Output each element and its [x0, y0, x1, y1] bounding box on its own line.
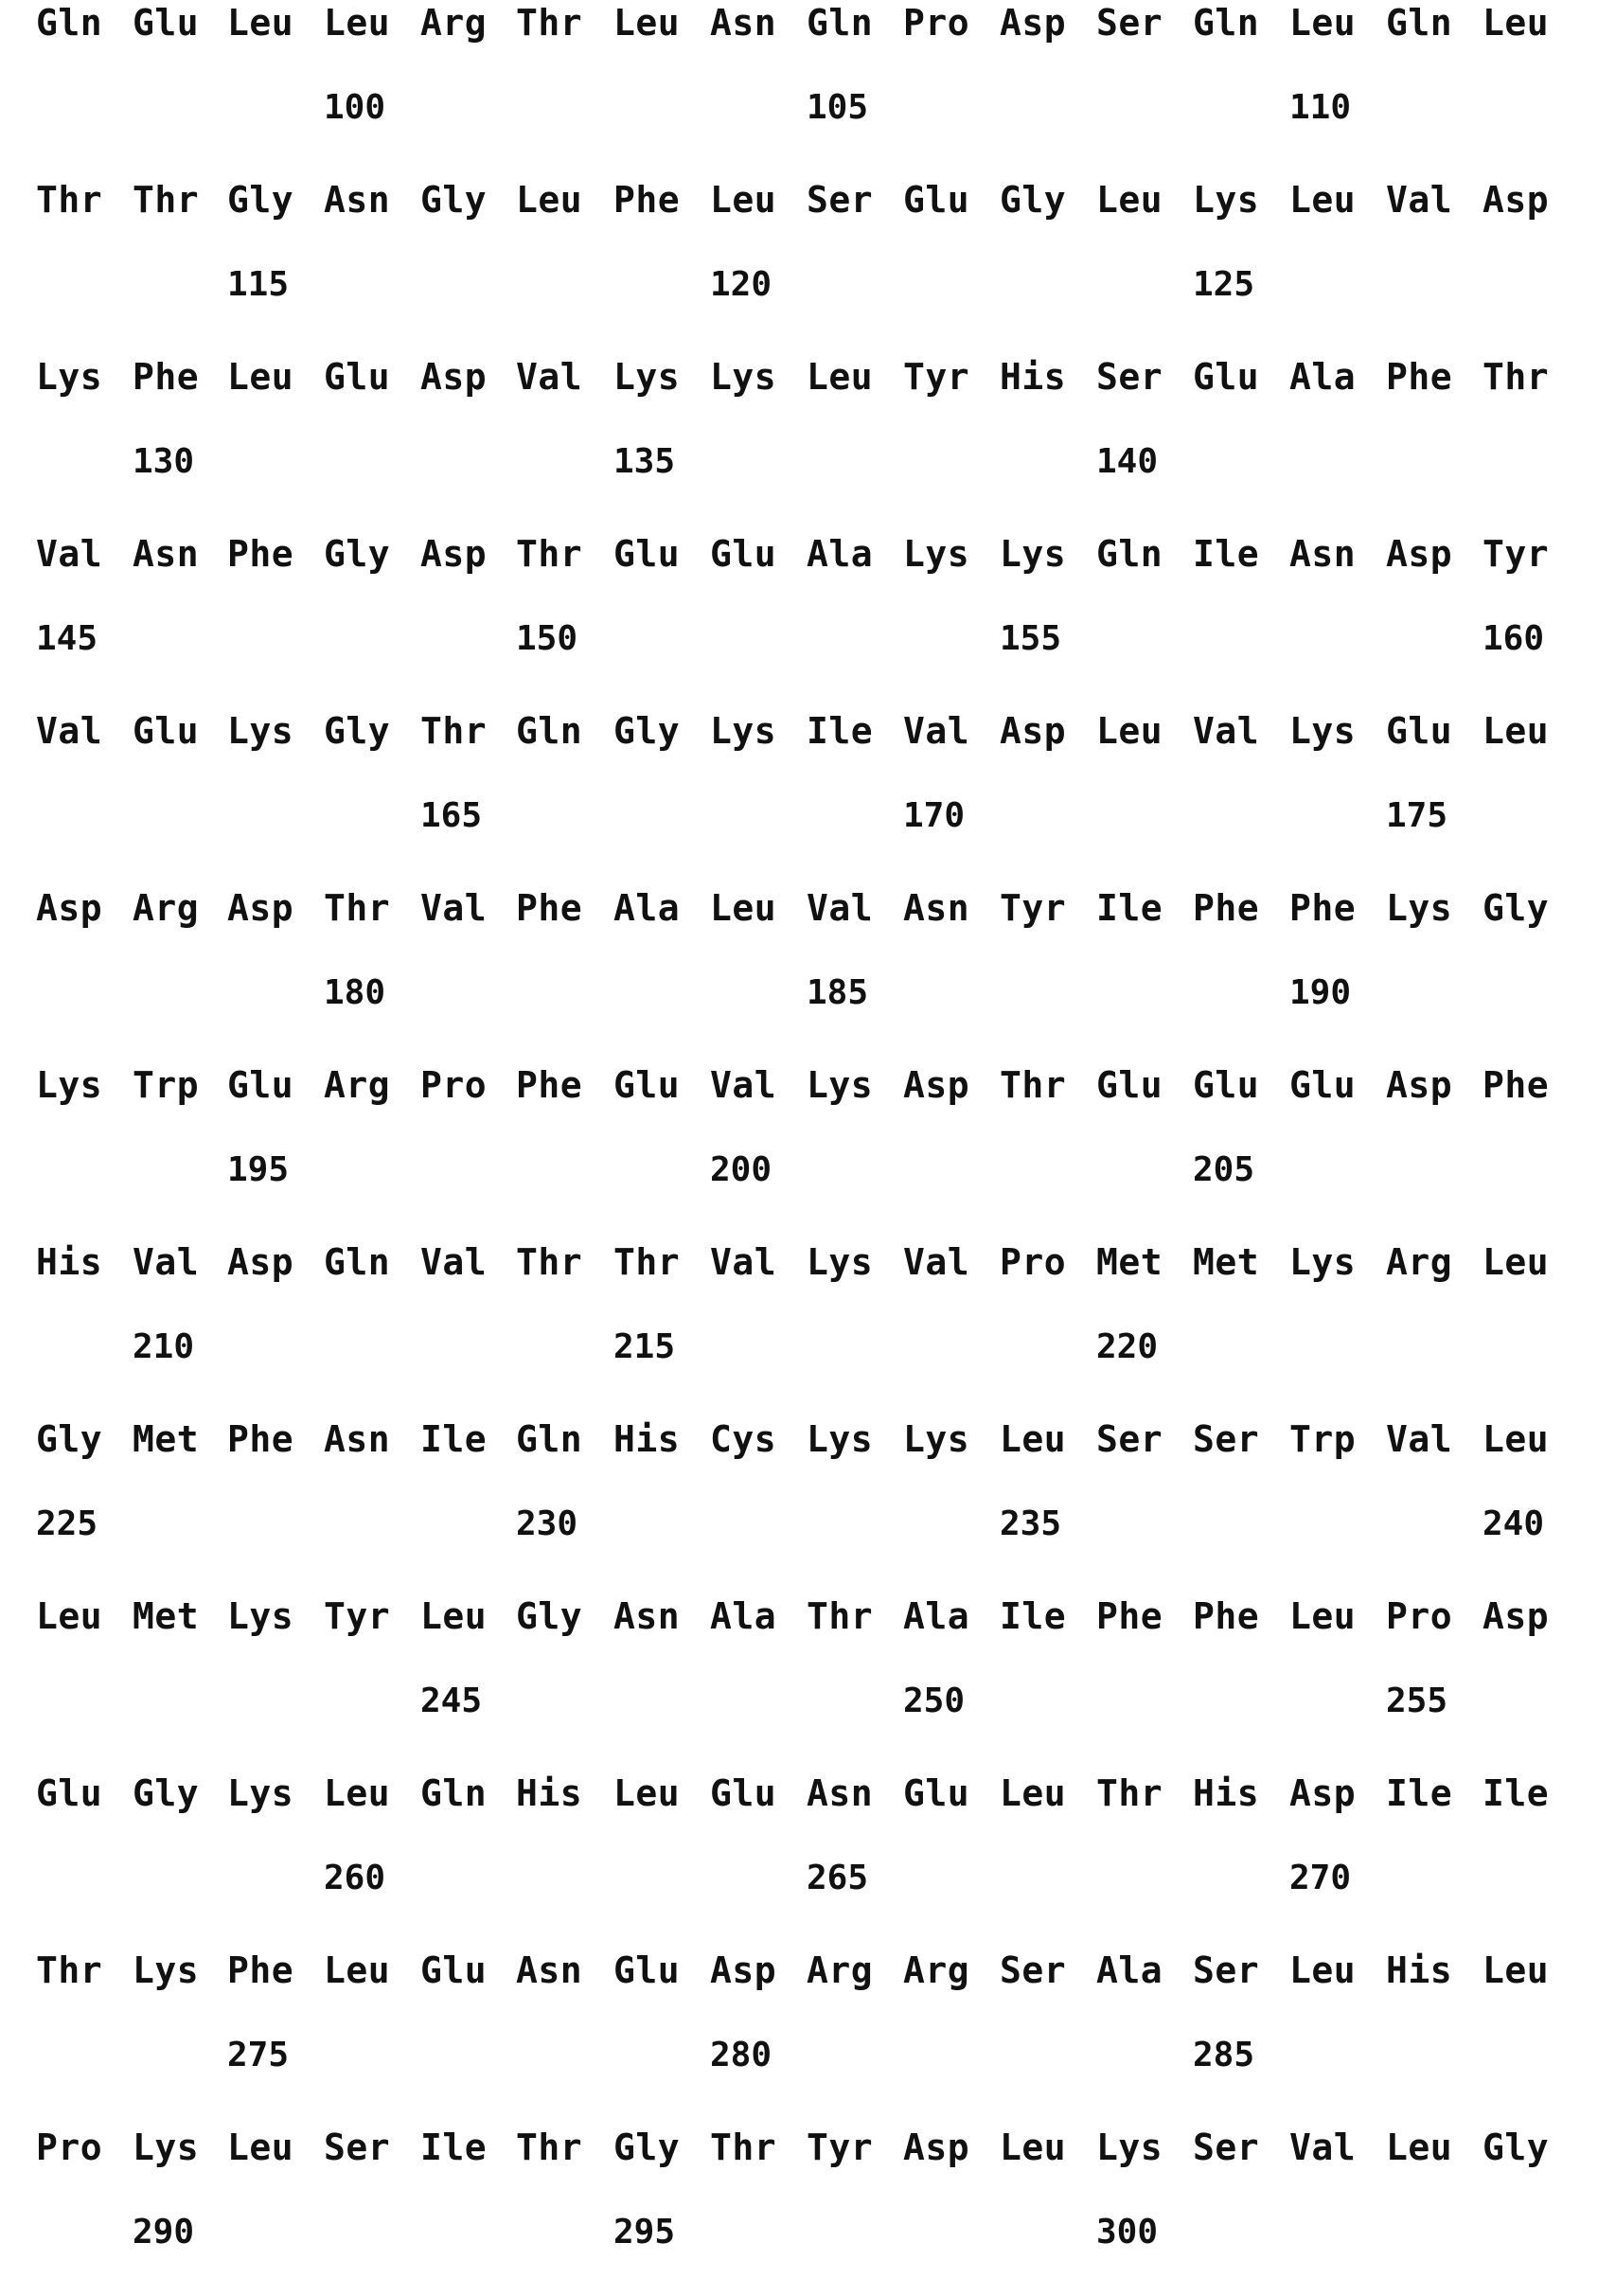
residue: Gly	[613, 710, 681, 752]
residue: Tyr	[807, 2127, 874, 2168]
residue: Asp	[420, 356, 488, 398]
residue: Leu	[324, 1949, 391, 1991]
residue: Tyr	[324, 1595, 391, 1637]
residue: Asp	[903, 1064, 970, 1106]
residue-number: 300	[1096, 2213, 1159, 2252]
residue: Glu	[324, 356, 391, 398]
residue: Lys	[36, 1064, 103, 1106]
residue-number: 240	[1483, 1504, 1545, 1543]
residue: Tyr	[903, 356, 970, 398]
residue: Glu	[1386, 710, 1453, 752]
residue: Ser	[1096, 1418, 1163, 1460]
residue-number: 110	[1289, 88, 1352, 127]
residue: Asn	[903, 887, 970, 929]
residue-number: 250	[903, 1682, 966, 1720]
residue: Val	[1386, 1418, 1453, 1460]
residue: Leu	[613, 2, 681, 44]
residue: Asn	[1289, 533, 1357, 575]
residue: Lys	[1386, 887, 1453, 929]
residue: Val	[710, 1064, 777, 1106]
residue: His	[1000, 356, 1067, 398]
residue: Leu	[324, 2, 391, 44]
residue: Phe	[613, 179, 681, 221]
residue-number: 190	[1289, 973, 1352, 1012]
residue: Met	[133, 1595, 200, 1637]
residue: Glu	[1096, 1064, 1163, 1106]
residue: Gly	[36, 1418, 103, 1460]
residue: Asn	[324, 1418, 391, 1460]
residue: Asp	[1483, 179, 1550, 221]
residue: Phe	[1193, 887, 1260, 929]
residue: Val	[36, 533, 103, 575]
residue: Thr	[1096, 1772, 1163, 1814]
residue: Glu	[710, 533, 777, 575]
residue-number: 230	[516, 1504, 578, 1543]
residue-number: 175	[1386, 796, 1448, 835]
residue: Lys	[1289, 1241, 1357, 1283]
residue: Leu	[1096, 179, 1163, 221]
residue: Lys	[807, 1241, 874, 1283]
residue: Gln	[420, 1772, 488, 1814]
residue: Lys	[1000, 533, 1067, 575]
residue: Thr	[613, 1241, 681, 1283]
residue: His	[1193, 1772, 1260, 1814]
residue-number: 140	[1096, 442, 1159, 481]
residue: Ala	[710, 1595, 777, 1637]
residue: Leu	[1483, 1418, 1550, 1460]
residue: Arg	[133, 887, 200, 929]
residue: Ile	[1000, 1595, 1067, 1637]
residue: Val	[420, 1241, 488, 1283]
residue: Gln	[1386, 2, 1453, 44]
residue: Lys	[710, 710, 777, 752]
residue: Thr	[36, 1949, 103, 1991]
residue: Ser	[1193, 1949, 1260, 1991]
residue: His	[1386, 1949, 1453, 1991]
residue: Leu	[807, 356, 874, 398]
residue: Gln	[324, 1241, 391, 1283]
residue: Val	[903, 710, 970, 752]
residue: Leu	[227, 2127, 294, 2168]
residue: Leu	[227, 356, 294, 398]
residue: Ile	[1096, 887, 1163, 929]
residue-number: 270	[1289, 1859, 1352, 1897]
residue: Ala	[807, 533, 874, 575]
residue: Leu	[1483, 2, 1550, 44]
residue: Leu	[1000, 2127, 1067, 2168]
residue: Met	[1096, 1241, 1163, 1283]
residue: Leu	[227, 2, 294, 44]
residue-number: 100	[324, 88, 386, 127]
residue-number: 275	[227, 2036, 290, 2074]
residue: Arg	[324, 1064, 391, 1106]
residue: Asp	[1000, 710, 1067, 752]
residue: Gln	[1193, 2, 1260, 44]
residue: Lys	[227, 1595, 294, 1637]
residue: Ala	[903, 1595, 970, 1637]
residue: Ala	[1096, 1949, 1163, 1991]
residue: Gln	[1096, 533, 1163, 575]
residue: Thr	[516, 2127, 583, 2168]
residue: Thr	[324, 887, 391, 929]
residue: Ile	[1386, 1772, 1453, 1814]
residue: Thr	[36, 179, 103, 221]
residue: Ser	[1096, 356, 1163, 398]
residue: Leu	[1289, 1949, 1357, 1991]
residue: Lys	[903, 533, 970, 575]
residue: Lys	[807, 1418, 874, 1460]
residue: Ile	[807, 710, 874, 752]
residue: Glu	[613, 533, 681, 575]
residue-number: 225	[36, 1504, 98, 1543]
residue: Ile	[420, 2127, 488, 2168]
residue: Glu	[1193, 1064, 1260, 1106]
residue: Arg	[903, 1949, 970, 1991]
residue: Gly	[420, 179, 488, 221]
residue: Val	[807, 887, 874, 929]
residue: Pro	[420, 1064, 488, 1106]
residue: Gly	[324, 710, 391, 752]
residue: Phe	[1483, 1064, 1550, 1106]
residue: Asn	[807, 1772, 874, 1814]
residue: Asn	[133, 533, 200, 575]
residue: Thr	[1000, 1064, 1067, 1106]
residue-number: 170	[903, 796, 966, 835]
residue-number: 255	[1386, 1682, 1448, 1720]
residue: Phe	[516, 1064, 583, 1106]
residue-number: 195	[227, 1150, 290, 1189]
residue: Asp	[1386, 533, 1453, 575]
residue: Gly	[613, 2127, 681, 2168]
residue: Ala	[613, 887, 681, 929]
residue: Lys	[613, 356, 681, 398]
residue-number: 205	[1193, 1150, 1255, 1189]
residue-number: 150	[516, 619, 578, 658]
residue: Asp	[36, 887, 103, 929]
residue: Lys	[1096, 2127, 1163, 2168]
residue-number: 235	[1000, 1504, 1062, 1543]
residue: Glu	[1193, 356, 1260, 398]
residue: Asp	[227, 887, 294, 929]
residue: Met	[1193, 1241, 1260, 1283]
residue: Glu	[1289, 1064, 1357, 1106]
residue: Thr	[807, 1595, 874, 1637]
residue-number: 200	[710, 1150, 772, 1189]
residue: Trp	[133, 1064, 200, 1106]
residue: Leu	[1483, 1241, 1550, 1283]
residue: Thr	[710, 2127, 777, 2168]
residue-number: 215	[613, 1327, 676, 1366]
residue: Gly	[324, 533, 391, 575]
residue: Leu	[1096, 710, 1163, 752]
residue: Gly	[516, 1595, 583, 1637]
residue: Phe	[227, 1418, 294, 1460]
residue: Val	[1289, 2127, 1357, 2168]
residue: Arg	[1386, 1241, 1453, 1283]
residue-number: 265	[807, 1859, 869, 1897]
residue: Glu	[420, 1949, 488, 1991]
residue: Leu	[516, 179, 583, 221]
residue: Asn	[710, 2, 777, 44]
residue: Leu	[1483, 710, 1550, 752]
residue: Phe	[1193, 1595, 1260, 1637]
residue: Pro	[36, 2127, 103, 2168]
residue: Thr	[516, 533, 583, 575]
residue: Ile	[420, 1418, 488, 1460]
residue-number: 160	[1483, 619, 1545, 658]
residue: Phe	[1289, 887, 1357, 929]
residue: Ile	[1483, 1772, 1550, 1814]
residue: Asp	[227, 1241, 294, 1283]
residue: Asp	[1289, 1772, 1357, 1814]
residue: Lys	[1289, 710, 1357, 752]
residue: Val	[420, 887, 488, 929]
residue: Val	[1386, 179, 1453, 221]
residue-number: 125	[1193, 265, 1255, 304]
residue: His	[613, 1418, 681, 1460]
residue: Glu	[36, 1772, 103, 1814]
residue-number: 245	[420, 1682, 483, 1720]
residue-number: 295	[613, 2213, 676, 2252]
residue: Gly	[1483, 2127, 1550, 2168]
residue-number: 120	[710, 265, 772, 304]
residue: Gln	[516, 710, 583, 752]
residue: Glu	[613, 1064, 681, 1106]
residue: Gly	[133, 1772, 200, 1814]
residue: Lys	[903, 1418, 970, 1460]
residue: Asp	[1000, 2, 1067, 44]
residue: Leu	[1289, 1595, 1357, 1637]
residue: Thr	[516, 1241, 583, 1283]
residue: His	[36, 1241, 103, 1283]
residue: Val	[710, 1241, 777, 1283]
residue: His	[516, 1772, 583, 1814]
residue: Lys	[133, 2127, 200, 2168]
residue: Thr	[1483, 356, 1550, 398]
residue-number: 130	[133, 442, 195, 481]
residue-number: 115	[227, 265, 290, 304]
residue-number: 105	[807, 88, 869, 127]
residue: Ser	[1193, 1418, 1260, 1460]
residue: Phe	[227, 1949, 294, 1991]
residue: Tyr	[1483, 533, 1550, 575]
residue: Asn	[613, 1595, 681, 1637]
residue: Val	[36, 710, 103, 752]
residue: Phe	[133, 356, 200, 398]
residue: Thr	[516, 2, 583, 44]
residue-number: 290	[133, 2213, 195, 2252]
residue: Lys	[807, 1064, 874, 1106]
residue: Lys	[227, 1772, 294, 1814]
residue: Val	[516, 356, 583, 398]
residue-number: 135	[613, 442, 676, 481]
residue: Gly	[1483, 887, 1550, 929]
residue: Glu	[903, 1772, 970, 1814]
residue: Pro	[903, 2, 970, 44]
residue: Lys	[1193, 179, 1260, 221]
residue: Asn	[516, 1949, 583, 1991]
residue: Leu	[1289, 2, 1357, 44]
residue-number: 220	[1096, 1327, 1159, 1366]
residue: Gly	[1000, 179, 1067, 221]
residue: Leu	[710, 887, 777, 929]
residue: Lys	[710, 356, 777, 398]
residue: Asp	[1386, 1064, 1453, 1106]
residue-number: 280	[710, 2036, 772, 2074]
residue: Glu	[227, 1064, 294, 1106]
residue-number: 210	[133, 1327, 195, 1366]
residue: Asp	[710, 1949, 777, 1991]
residue: Leu	[1483, 1949, 1550, 1991]
residue: Asp	[903, 2127, 970, 2168]
residue-number: 145	[36, 619, 98, 658]
residue: Val	[133, 1241, 200, 1283]
residue: Phe	[516, 887, 583, 929]
residue-number: 155	[1000, 619, 1062, 658]
residue: Asn	[324, 179, 391, 221]
residue: Arg	[807, 1949, 874, 1991]
residue: Lys	[227, 710, 294, 752]
residue: Phe	[1096, 1595, 1163, 1637]
residue: Arg	[420, 2, 488, 44]
residue: Leu	[710, 179, 777, 221]
residue: Trp	[1289, 1418, 1357, 1460]
residue: Asp	[1483, 1595, 1550, 1637]
residue: Gly	[227, 179, 294, 221]
residue: Leu	[324, 1772, 391, 1814]
residue: Lys	[36, 356, 103, 398]
residue-number: 285	[1193, 2036, 1255, 2074]
residue: Thr	[420, 710, 488, 752]
residue: Pro	[1000, 1241, 1067, 1283]
residue: Asp	[420, 533, 488, 575]
residue: Leu	[36, 1595, 103, 1637]
residue: Ile	[1193, 533, 1260, 575]
residue: Glu	[710, 1772, 777, 1814]
residue: Glu	[903, 179, 970, 221]
residue: Phe	[227, 533, 294, 575]
residue: Glu	[133, 2, 200, 44]
residue: Met	[133, 1418, 200, 1460]
residue: Leu	[1000, 1772, 1067, 1814]
residue: Ala	[1289, 356, 1357, 398]
residue: Leu	[1289, 179, 1357, 221]
residue: Cys	[710, 1418, 777, 1460]
residue: Ser	[1000, 1949, 1067, 1991]
residue: Ser	[1193, 2127, 1260, 2168]
residue: Ser	[1096, 2, 1163, 44]
residue: Val	[1193, 710, 1260, 752]
residue-number: 165	[420, 796, 483, 835]
residue: Glu	[613, 1949, 681, 1991]
residue: Val	[903, 1241, 970, 1283]
residue: Lys	[133, 1949, 200, 1991]
residue: Phe	[1386, 356, 1453, 398]
residue: Leu	[420, 1595, 488, 1637]
residue: Leu	[1386, 2127, 1453, 2168]
residue: Leu	[1000, 1418, 1067, 1460]
residue: Ser	[324, 2127, 391, 2168]
residue: Thr	[133, 179, 200, 221]
residue: Gln	[36, 2, 103, 44]
residue-number: 185	[807, 973, 869, 1012]
residue: Tyr	[1000, 887, 1067, 929]
residue: Ser	[807, 179, 874, 221]
residue: Gln	[807, 2, 874, 44]
residue: Gln	[516, 1418, 583, 1460]
residue: Glu	[133, 710, 200, 752]
residue-number: 180	[324, 973, 386, 1012]
residue-number: 260	[324, 1859, 386, 1897]
residue: Pro	[1386, 1595, 1453, 1637]
residue: Leu	[613, 1772, 681, 1814]
